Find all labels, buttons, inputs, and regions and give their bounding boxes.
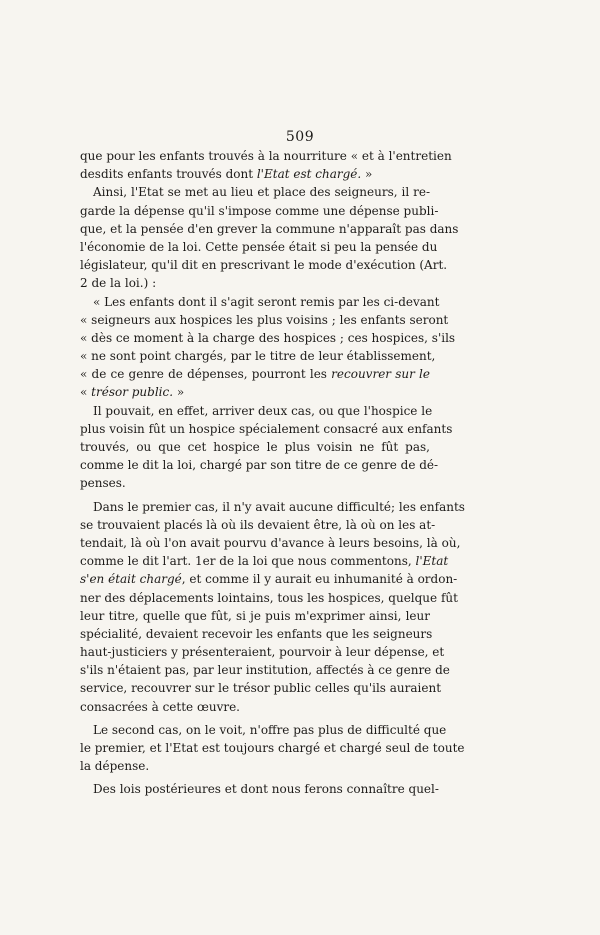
text-segment: spécialité, devaient recevoir les enfants que les seigneurs bbox=[80, 626, 433, 641]
text-line bbox=[80, 474, 430, 492]
text-segment: « de ce genre de dépenses, pourront les bbox=[80, 367, 332, 382]
page-number: 509 bbox=[285, 129, 315, 145]
text-line bbox=[80, 625, 433, 643]
text-line bbox=[80, 147, 452, 165]
text-line bbox=[80, 589, 458, 607]
text-segment: garde la dépense qu'il s'impose comme une dépense publi- bbox=[80, 203, 439, 218]
text-segment: Des lois postérieures et dont nous ferons connaître quel- bbox=[93, 782, 439, 797]
text-segment: s'ils n'étaient pas, par leur institution, affectés à ce genre de bbox=[80, 663, 450, 678]
italic-segment: l'Etat bbox=[415, 554, 449, 569]
text-line bbox=[80, 329, 456, 347]
text-line bbox=[80, 679, 442, 697]
text-segment: que, et la pensée d'en grever la commune n'apparaît pas dans bbox=[80, 221, 459, 236]
text-line bbox=[80, 570, 458, 588]
text-line bbox=[80, 438, 430, 456]
italic-segment: trésor public. bbox=[91, 385, 174, 400]
text-segment: , et comme il y aurait eu inhumanité à ordon- bbox=[181, 572, 458, 587]
text-segment: plus voisin fût un hospice spécialement consacré aux enfants bbox=[80, 421, 453, 436]
text-segment: se trouvaient placés là où ils devaient être, là où on les at- bbox=[80, 517, 436, 532]
text-line bbox=[80, 293, 440, 311]
text-segment: l'économie de la loi. Cette pensée était si peu la pensée du bbox=[80, 239, 438, 254]
text-segment: « Les enfants dont il s'agit seront remis par les ci-devant bbox=[93, 294, 440, 309]
text-line bbox=[80, 165, 430, 183]
text-segment: consacrées à cette œuvre. bbox=[80, 699, 240, 714]
text-line bbox=[80, 256, 448, 274]
text-line bbox=[80, 721, 447, 739]
text-segment: « dès ce moment à la charge des hospices ; ces hospices, s'ils bbox=[80, 330, 456, 345]
text-line bbox=[80, 347, 436, 365]
text-segment: la dépense. bbox=[80, 759, 150, 774]
text-line bbox=[80, 220, 459, 238]
text-segment: ner des déplacements lointains, tous les hospices, quelque fût bbox=[80, 590, 458, 605]
text-line bbox=[80, 757, 430, 775]
text-segment: comme le dit la loi, chargé par son titre de ce genre de dé- bbox=[80, 458, 439, 473]
text-line bbox=[80, 780, 439, 798]
text-segment: « bbox=[80, 385, 92, 400]
text-line bbox=[80, 202, 439, 220]
text-line bbox=[80, 420, 453, 438]
text-segment: le premier, et l'Etat est toujours chargé et chargé seul de toute bbox=[80, 741, 465, 755]
text-segment: 2 de la loi.) : bbox=[80, 276, 157, 291]
text-segment: desdits enfants trouvés dont bbox=[80, 167, 257, 182]
text-line bbox=[80, 534, 461, 552]
body-text bbox=[80, 147, 465, 799]
text-line bbox=[80, 402, 433, 420]
text-line bbox=[80, 383, 430, 401]
text-segment: » bbox=[173, 385, 185, 400]
text-line bbox=[80, 311, 449, 329]
text-line bbox=[80, 607, 430, 625]
text-segment: service, recouvrer sur le trésor public celles qu'ils auraient bbox=[80, 681, 442, 696]
text-segment: législateur, qu'il dit en prescrivant le mode d'exécution (Art. bbox=[80, 258, 448, 273]
text-line bbox=[80, 739, 465, 757]
text-segment: Le second cas, on le voit, n'offre pas plus de difficulté que bbox=[93, 722, 447, 737]
text-segment: « ne sont point chargés, par le titre de leur établissement, bbox=[80, 349, 436, 364]
text-line bbox=[80, 516, 436, 534]
text-segment: penses. bbox=[80, 476, 126, 491]
text-segment: trouvés, ou que cet hospice le plus voisin ne fût pas, bbox=[80, 440, 430, 454]
text-line bbox=[80, 238, 438, 256]
text-segment: « seigneurs aux hospices les plus voisins ; les enfants seront bbox=[80, 312, 449, 327]
text-segment: Dans le premier cas, il n'y avait aucune difficulté; les enfants bbox=[93, 499, 465, 514]
text-line bbox=[80, 183, 430, 201]
text-segment: haut-justiciers y présenteraient, pourvoir à leur dépense, et bbox=[80, 645, 445, 660]
italic-segment: s'en était chargé bbox=[80, 572, 182, 587]
italic-segment: recouvrer sur le bbox=[331, 367, 430, 382]
text-segment: que pour les enfants trouvés à la nourriture « et à l'entretien bbox=[80, 149, 452, 163]
text-segment: » bbox=[361, 167, 373, 182]
text-line bbox=[80, 661, 450, 679]
text-line bbox=[80, 498, 465, 516]
text-line bbox=[80, 456, 439, 474]
text-segment: leur titre, quelle que fût, si je puis m'exprimer ainsi, leur bbox=[80, 608, 430, 623]
text-segment: Ainsi, l'Etat se met au lieu et place des seigneurs, il re- bbox=[93, 185, 430, 200]
text-segment: tendait, là où l'on avait pourvu d'avance à leurs besoins, là où, bbox=[80, 535, 461, 550]
text-line bbox=[80, 552, 449, 570]
text-line bbox=[80, 698, 430, 716]
text-line bbox=[80, 365, 430, 383]
text-segment: comme le dit l'art. 1er de la loi que nous commentons, bbox=[80, 554, 416, 569]
italic-segment: l'Etat est chargé. bbox=[256, 167, 362, 182]
text-segment: Il pouvait, en effet, arriver deux cas, ou que l'hospice le bbox=[93, 403, 433, 418]
text-line bbox=[80, 643, 445, 661]
text-line bbox=[80, 274, 430, 292]
